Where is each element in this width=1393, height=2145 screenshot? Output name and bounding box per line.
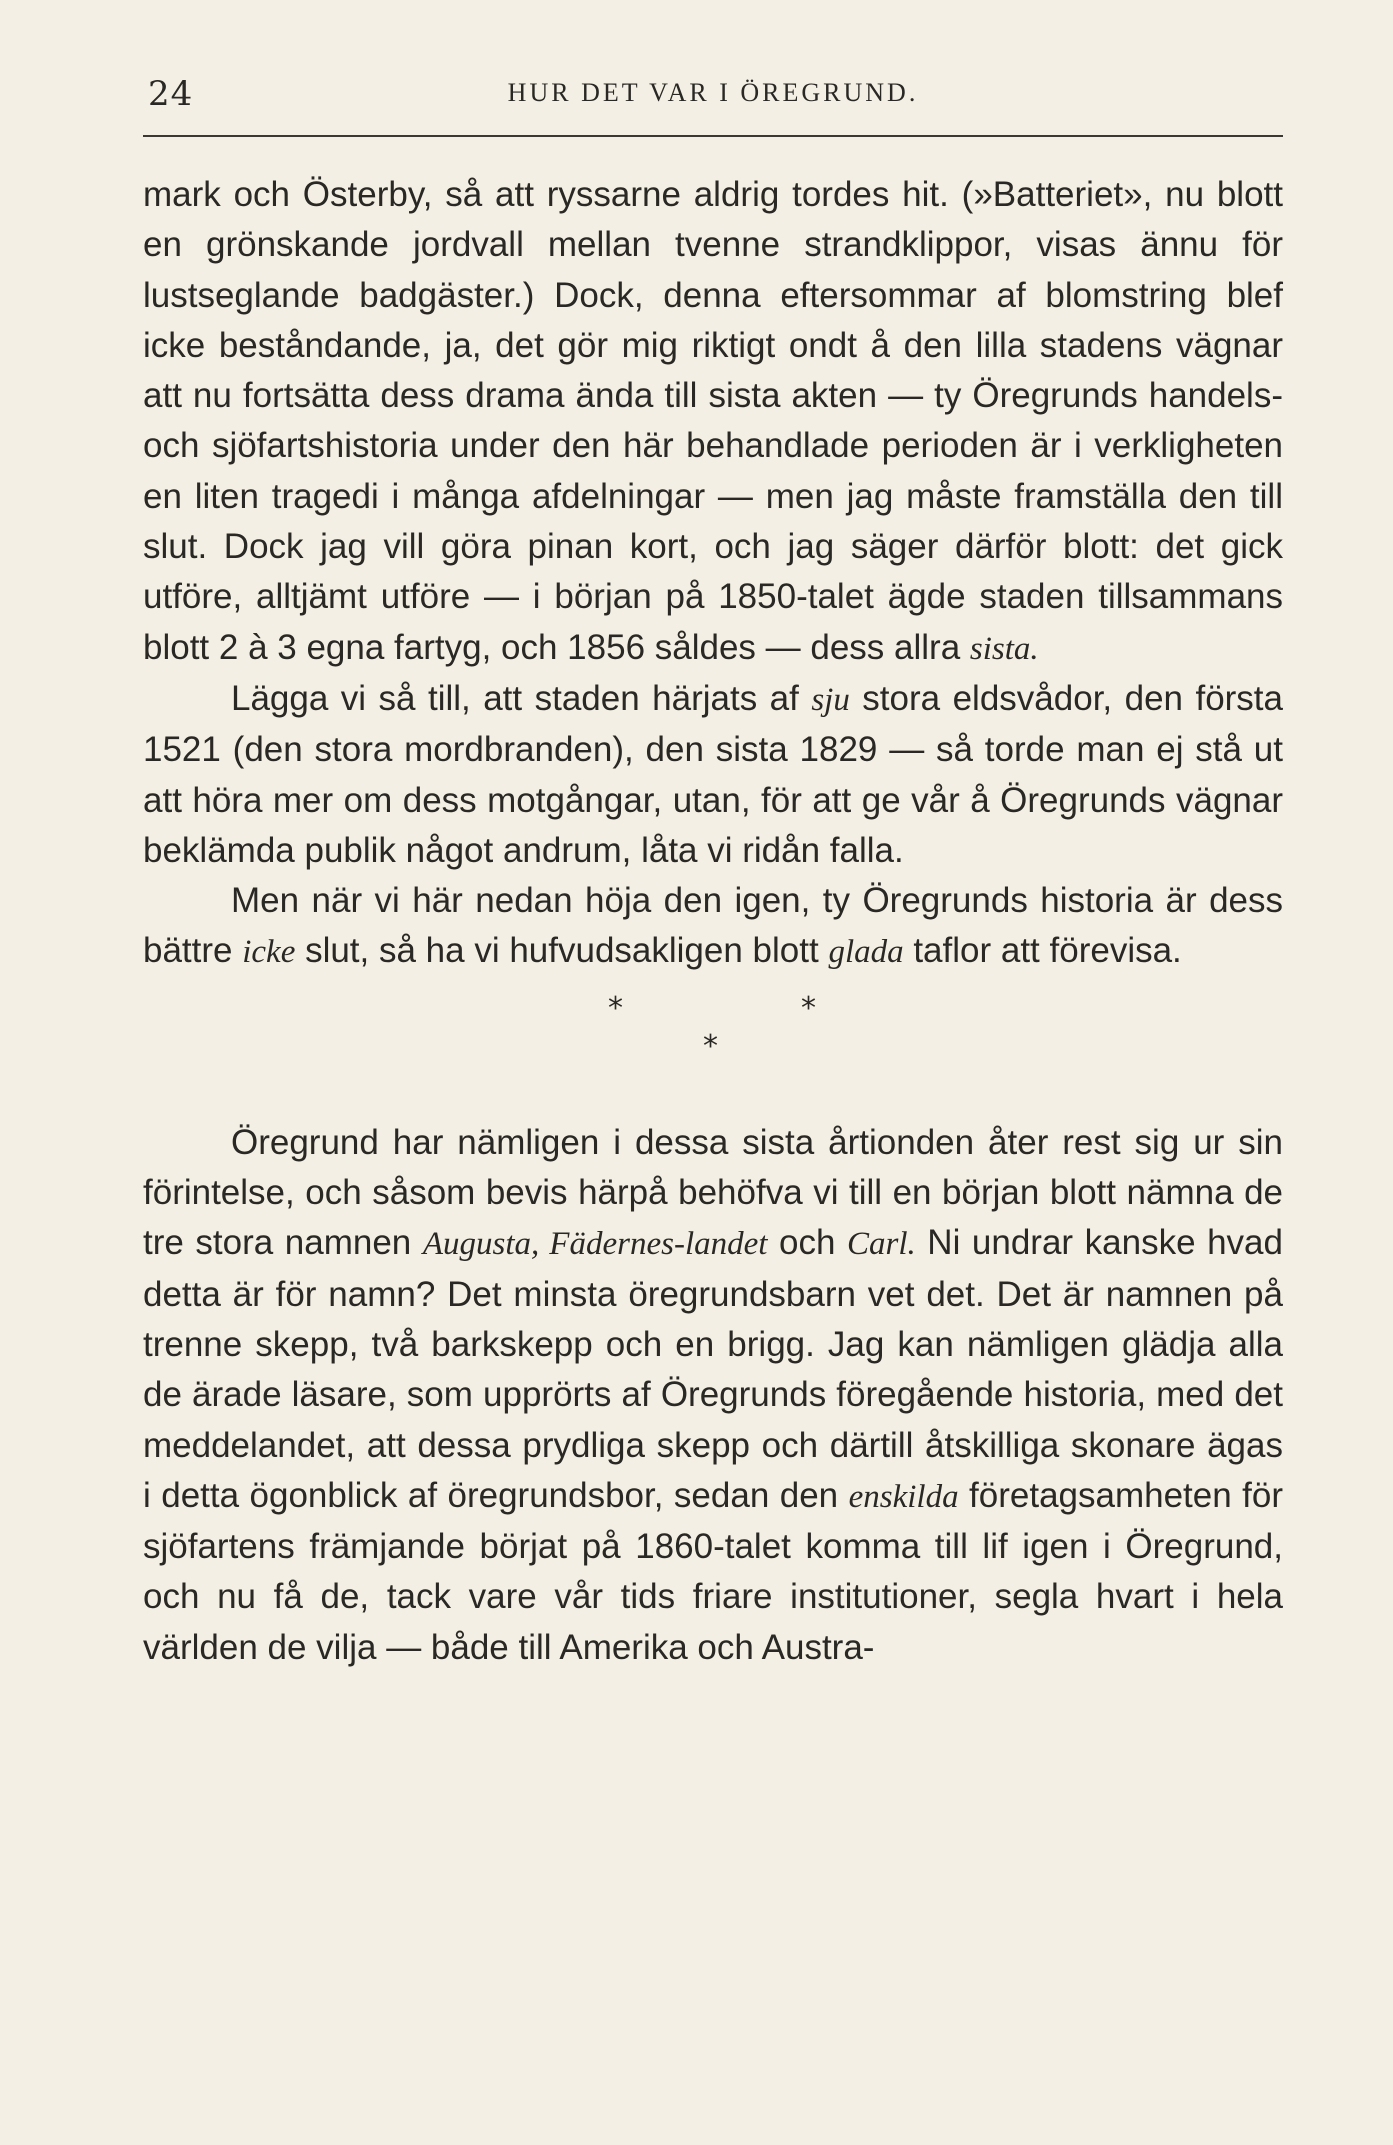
italic-segment: glada — [828, 934, 904, 971]
text-segment: stora eldsvådor, den första 1521 (den stora mordbranden), den sista 1829 — så torde man ej stå ut att höra mer om dess motgångar, utan, för att ge vår å Öregrunds vägnar beklämda publik något andrum, låta vi ridån falla. — [143, 678, 1283, 870]
paragraph-1 — [143, 170, 1283, 674]
text-segment: taflor att förevisa. — [903, 931, 1182, 971]
paragraph-3 — [143, 876, 1283, 978]
text-segment: mark och Österby, så att ryssarne aldrig tordes hit. (»Batteriet», nu blott en grönskande jordvall mellan tvenne strandklippor, visas ännu för lustseglande badgäster.) Dock, denna eftersommar af blomstring blef icke beståndande, ja, det gör mig riktigt ondt å den lilla stadens vägnar att nu fortsätta dess drama ända till sista akten — ty Öregrunds handels- och sjöfartshistoria under den här behandlade perioden är i verkligheten en liten tragedi i många afdelningar — men jag måste framställa den till slut. Dock jag vill göra pinan kort, och jag säger därför blott: det gick utföre, alltjämt utföre — i början på 1850-talet ägde staden tillsammans blott 2 à 3 egna fartyg, och 1856 såldes — dess allra — [143, 175, 1283, 667]
italic-segment: sista. — [969, 630, 1039, 667]
text-segment: Men när vi här nedan höja den igen, ty Öregrunds historia är dess bättre — [143, 881, 1283, 971]
italic-segment: icke — [242, 934, 296, 971]
italic-segment: enskilda — [848, 1478, 959, 1515]
italic-segment: Carl. — [846, 1226, 916, 1263]
header-rule — [143, 135, 1283, 137]
asterisk: * — [801, 990, 816, 1026]
section-spacer — [143, 1090, 1283, 1118]
paragraph-4 — [143, 1118, 1283, 1673]
running-head: HUR DET VAR I ÖREGRUND. — [507, 78, 919, 107]
italic-segment: Augusta, Fädernes-landet — [422, 1226, 768, 1263]
section-break — [143, 984, 1283, 1080]
italic-segment: sju — [811, 681, 850, 718]
page-number: 24 — [148, 74, 194, 114]
asterisk: * — [608, 990, 623, 1026]
asterisk: * — [703, 1028, 718, 1064]
body-text — [143, 170, 1283, 1673]
text-segment: Ni undrar kanske hvad detta är för namn? Det minsta öregrundsbarn vet det. Det är namnen på trenne skepp, två barkskepp och en brigg. Jag kan nämligen glädja alla de ärade läsare, som upprörts af Öregrunds föregående historia, med det meddelandet, att dessa prydliga skepp och därtill åtskilliga skonare ägas i detta ögonblick af öregrundsbor, sedan den — [143, 1223, 1283, 1515]
text-segment: Lägga vi så till, att staden härjats af — [231, 678, 812, 718]
text-segment: och — [767, 1223, 847, 1263]
text-segment: slut, så ha vi hufvudsakligen blott — [295, 931, 829, 971]
text-segment: Öregrund har nämligen i dessa sista årtionden åter rest sig ur sin förintelse, och såsom bevis härpå behöfva vi till en början blott nämna de tre stora namnen — [143, 1122, 1283, 1263]
page-header — [148, 68, 1278, 118]
text-segment: företagsamheten för sjöfartens främjande börjat på 1860-talet komma till lif igen i Öregrund, och nu få de, tack vare vår tids friare institutioner, segla hvart i hela världen de vilja — både till Amerika och Austra- — [143, 1475, 1283, 1667]
paragraph-2 — [143, 674, 1283, 876]
